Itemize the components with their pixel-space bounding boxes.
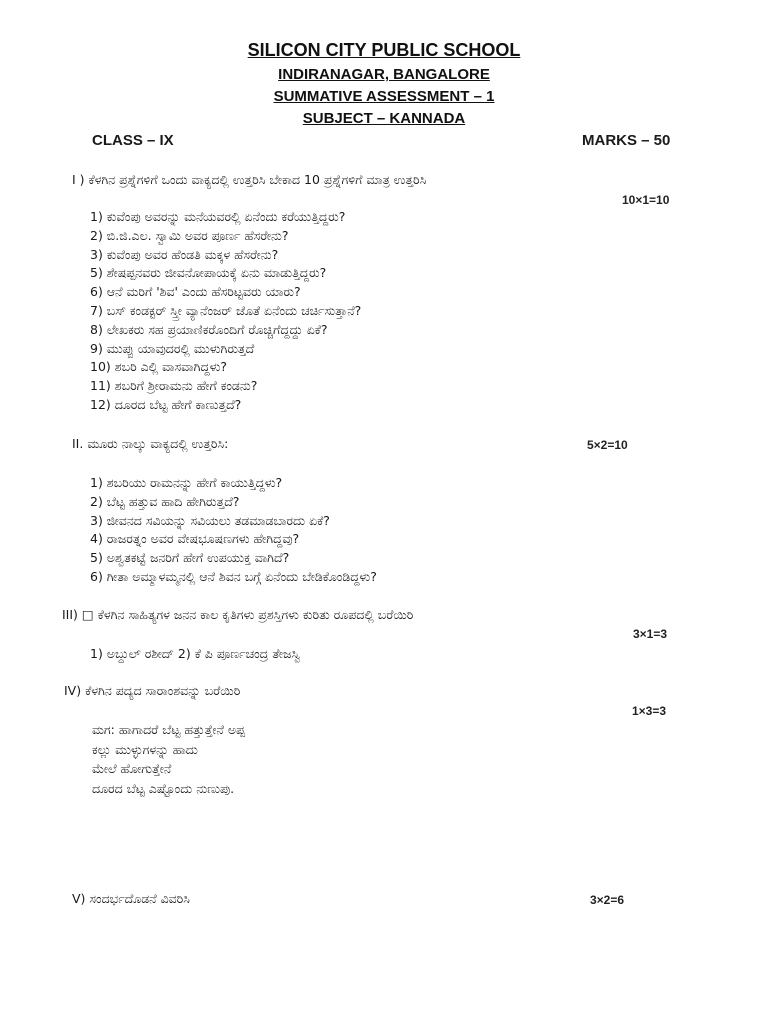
class-label: CLASS – IX	[92, 132, 174, 149]
list-item: 6) ಗೀತಾ ಅಮ್ಮಾಳಮ್ಮನಲ್ಲಿ ಆನೆ ಶಿವನ ಬಗ್ಗೆ ಏನೆಂದು ಬೇಡಿಕೊಂಡಿದ್ದಳು?	[90, 568, 377, 584]
list-item: 4) ರಾಜರತ್ನಂ ಅವರ ವೇಷಭೂಷಣಗಳು ಹೇಗಿದ್ದವು?	[90, 531, 300, 547]
list-item: 1) ಶಬರಿಯು ರಾಮನನ್ನು ಹೇಗೆ ಕಾಯುತ್ತಿದ್ದಳು?	[90, 475, 283, 490]
list-item: 7) ಬಸ್ ಕಂಡಕ್ಟರ್ ಸ್ತ್ರೀ ವ್ಯಾನೆಂಜರ್ ಜೊತೆ ಏನೆಂದು ಚರ್ಚಿಸುತ್ತಾನೆ?	[90, 302, 362, 318]
list-item: 8) ಲೇಖಕರು ಸಹ ಪ್ರಯಾಣಿಕರೊಂದಿಗೆ ರೊಚ್ಚಿಗೆದ್ದದ್ದು ಏಕೆ?	[90, 321, 328, 337]
section-1-title: I ) ಕೆಳಗಿನ ಪ್ರಶ್ನೆಗಳಿಗೆ ಒಂದು ವಾಕ್ಯದಲ್ಲಿ ಉತ್ತರಿಸಿ ಬೇಕಾದ 10 ಪ್ರಶ್ನೆಗಳಿಗೆ ಮಾತ್ರ ಉತ್ತರಿಸಿ	[72, 172, 427, 187]
section-2-questions	[90, 474, 377, 587]
list-item: 2) ಬೆಟ್ಟ ಹತ್ತುವ ಹಾದಿ ಹೇಗಿರುತ್ತದೆ?	[90, 493, 240, 509]
list-item: 9) ಮುಪ್ಪು ಯಾವುದರಲ್ಲಿ ಮುಳುಗಿರುತ್ತದೆ	[90, 340, 255, 356]
list-item: 11) ಶಬರಿಗೆ ಶ್ರೀರಾಮನು ಹೇಗೆ ಕಂಡನು?	[90, 378, 258, 394]
list-item: 2) ಬಿ.ಜಿ.ಎಲ. ಸ್ವಾಮಿ ಅವರ ಪೂರ್ಣ ಹೆಸರೇನು?	[90, 227, 289, 243]
section-1-questions	[90, 208, 361, 415]
section-4-marks: 1×3=3	[632, 704, 667, 718]
list-item: 1) ಅಬ್ದುಲ್ ರಶೀದ್ 2) ಕೆ ಪಿ ಪೂರ್ಣಚಂದ್ರ ತೇಜಸ್ವಿ	[90, 646, 301, 661]
list-item: 12) ದೂರದ ಬೆಟ್ಟ ಹೇಗೆ ಕಾಣುತ್ತದೆ?	[90, 396, 242, 412]
list-item: 1) ಕುವೆಂಪು ಅವರನ್ನು ಮನೆಯವರಲ್ಲಿ ಏನೆಂದು ಕರೆಯುತ್ತಿದ್ದರು?	[90, 209, 346, 224]
section-4-title: IV) ಕೆಳಗಿನ ಪದ್ಯದ ಸಾರಾಂಶವನ್ನು ಬರೆಯಿರಿ	[64, 683, 241, 698]
school-location: INDIRANAGAR, BANGALORE	[278, 66, 490, 83]
poem-excerpt	[92, 720, 245, 798]
poem-line: ದೂರದ ಬೆಟ್ಟ ಎಷ್ಟೊಂದು ನುಣುಪು.	[92, 780, 235, 796]
section-3-title: III) □ ಕೆಳಗಿನ ಸಾಹಿತ್ಯಗಳ ಜನನ ಕಾಲ ಕೃತಿಗಳು ಪ್ರಶಸ್ತಿಗಳು ಕುರಿತು ರೂಪದಲ್ಲಿ ಬರೆಯಿರಿ	[62, 607, 414, 622]
section-1-marks: 10×1=10	[622, 193, 670, 207]
list-item: 3) ಕುವೆಂಪು ಅವರ ಹೆಂಡತಿ ಮಕ್ಕಳ ಹೆಸರೇನು?	[90, 246, 279, 262]
school-name: SILICON CITY PUBLIC SCHOOL	[247, 40, 521, 60]
list-item: 6) ಆನೆ ಮರಿಗೆ 'ಶಿವ' ಎಂದು ಹೆಸರಿಟ್ಟವರು ಯಾರು?	[90, 284, 301, 300]
subject-title: SUBJECT – KANNADA	[302, 110, 466, 127]
section-2-title: II. ಮೂರು ನಾಲ್ಕು ವಾಕ್ಯದಲ್ಲಿ ಉತ್ತರಿಸಿ:	[72, 436, 229, 451]
section-3-marks: 3×1=3	[633, 627, 668, 641]
list-item: 5) ಶೇಷಪ್ಪನವರು ಜೀವನೋಪಾಯಕ್ಕೆ ಏನು ಮಾಡುತ್ತಿದ್ದರು?	[90, 265, 327, 281]
total-marks-label: MARKS – 50	[582, 132, 671, 149]
section-2-marks: 5×2=10	[587, 438, 628, 452]
poem-line: ಮಗ: ಹಾಗಾದರೆ ಬೆಟ್ಟ ಹತ್ತುತ್ತೇನೆ ಅಪ್ಪ	[92, 722, 246, 737]
list-item: 5) ಅಶ್ವತಕಟ್ಟೆ ಜನರಿಗೆ ಹೇಗೆ ಉಪಯುಕ್ತ ವಾಗಿದೆ?	[90, 550, 290, 566]
poem-line: ಕಲ್ಲು ಮುಳ್ಳುಗಳನ್ನು ಹಾದು	[92, 741, 198, 757]
list-item: 10) ಶಬರಿ ಎಲ್ಲಿ ವಾಸವಾಗಿದ್ದಳು?	[90, 359, 228, 375]
section-5-marks: 3×2=6	[590, 893, 625, 907]
section-3-questions	[90, 645, 300, 664]
section-5-title: V) ಸಂದರ್ಭದೊಡನೆ ವಿವರಿಸಿ	[72, 891, 190, 906]
exam-title: SUMMATIVE ASSESSMENT – 1	[273, 88, 495, 105]
poem-line: ಮೇಲೆ ಹೋಗುತ್ತೇನೆ	[92, 761, 172, 776]
list-item: 3) ಜೀವನದ ಸವಿಯನ್ನು ಸವಿಯಲು ತಡಮಾಡಬಾರದು ಏಕೆ?	[90, 512, 330, 528]
